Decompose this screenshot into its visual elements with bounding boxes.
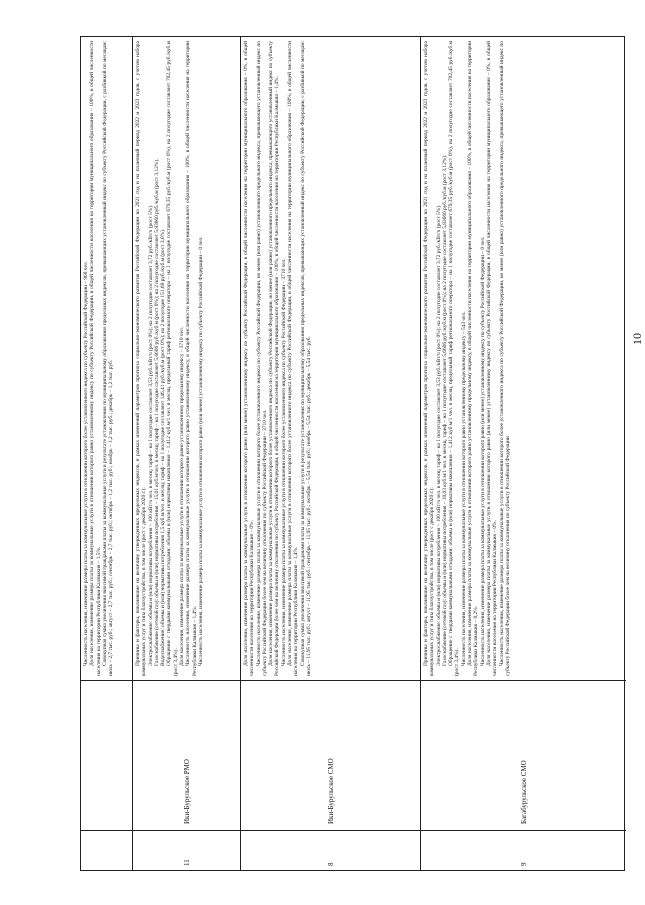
- paragraph: Численность населения, изменение размера платы за коммунальные услуги в отношении которого равно установленному индексу, в общей численности населения на территории муниципального образования – 100%, в общей численности населения на территории Республики Калмыкия – 1,4%.: [185, 41, 198, 676]
- paragraph: Численность населения, изменение размера платы за коммунальные услуги в отношении которого более установленного индекса по субъекту Российской Федерации – 3710 чел.: [280, 258, 287, 666]
- paragraph: Водоснабжение: объемы и (или) нормативы потребления 1,5 куб.м/чел. в месяц; тариф – на 1 полугодие составляет 146,41 руб./куб.м (рост 0%); на 2 полугодие 151,68 руб./куб.м (рост 3,6%).: [160, 228, 167, 666]
- row-number-cell: [421, 830, 626, 870]
- municipality-cell: [81, 680, 132, 830]
- row-number: 9: [519, 862, 528, 866]
- page-number: 10: [630, 333, 644, 345]
- table-row: [241, 37, 421, 870]
- municipality-cell: [133, 680, 240, 830]
- table-row: [421, 37, 626, 870]
- row-number-cell: [81, 830, 132, 870]
- description-cell: [81, 37, 132, 680]
- row-number: 8: [326, 862, 335, 866]
- paragraph: Электроснабжение: объемы и (или) нормативы потребления – 100 кВт/ч чел. в месяц; тариф – на 1 полугодие составляет 3,53 руб./кВт/ч (рост 0%); на 2 полугодие составляет 3,72 руб./кВт/ч (рост 5%).: [435, 204, 442, 666]
- paragraph: Причины и факторы, повлиявшие на величину утвержденных предельных индексов, в рамках изменений параметров прогноза социально-экономического развития Российской Федерации на 2021 год и на плановый период 2022 и 2023 годов, с учетом набора коммунальных услуг и типа благоустройства, в том числе (рост с декабря 2020 г.):: [423, 41, 436, 676]
- paragraph: Совокупная сумма увеличения вносимой гражданами платы за коммунальные услуги в результате установления по муниципальному образованию предельных индексов, превышающих установленный индекс по субъекту Российской Федерации, с разбивкой по месяцам: июль – 11,95 тыс. руб.; август – 11,95 тыс. руб.; сентябрь – 11,95 тыс. руб.; октябрь – 5,54 тыс. руб.; ноябрь – 5,54 тыс. руб.; декабрь – 5,54 тыс. руб.: [299, 41, 312, 676]
- municipality-name: Ики-Бурульское СМО: [326, 758, 335, 824]
- paragraph: Доля населения, изменение размера платы за коммунальные услуги в отношении которого равно (или менее) установленному индексу по субъекту Российской Федерации, в общей численности населения на территории муниципального образования – 0%, в общей численности населения на территории Республики Калмыкия – 0%.: [243, 41, 256, 676]
- paragraph: Газоснабжение (сетевой газ): объемы и (или) нормативы потребления – 15,01 куб.м/чел. в месяц; тариф – на 1 полугодие составляет 5,6606 руб./куб.м (рост 0%); на 2 полугодие составляет 5,83660 руб./куб.м (рост 3,12%).: [153, 158, 160, 666]
- table-row: [133, 37, 241, 870]
- paragraph: Доля населения, изменение размера платы за коммунальные услуги в отношении которого равно установленному предельному индексу, в общей численности населения на территории муниципального образования – 100%, в общей численности населения на территории Республики Калмыкия – 0,2%.: [467, 41, 480, 676]
- municipality-name: Ики-Бурульское РМО: [182, 759, 191, 824]
- row-number-cell: [241, 830, 420, 870]
- municipality-cell: [241, 680, 420, 830]
- paragraph: Доля населения, изменение размера платы за коммунальные услуги в отношении которого равно установленному предельному индексу – 3710 чел.: [179, 326, 186, 666]
- municipality-cell: [421, 680, 626, 830]
- paragraph: Газоснабжение (сетевой газ): объемы и (или) нормативы потребления – 10,03 куб.м/1 чел. в месяц, тариф – на 1 полугодие составляет 5,6606 руб./куб.м (рост 0%); на 2 полугодие составляет 5,83660 руб./куб.м (рост 3,12%).: [441, 154, 448, 666]
- paragraph: Доля населения, изменение размера платы за коммунальные услуги в отношении которого более установленного индекса по субъекту Российской Федерации, в общей численности населения на территории муниципального образования – 100%, в общей численности населения на территории Республики Калмыкия – 1,4%.: [287, 41, 300, 676]
- paragraph: Причины и факторы, повлиявшие на величину утвержденных предельных индексов, в рамках изменений параметров прогноза социально-экономического развития Российской Федерации на 2021 год и на плановый период 2022 и 2023 годов, с учетом набора коммунальных услуг и типа благоустройства, в том числе (рост с декабря 2020 г.):: [135, 41, 148, 676]
- row-number: 11: [182, 859, 191, 866]
- description-cell: [421, 37, 626, 680]
- paragraph: Совокупная сумма увеличения вносимой гражданами платы за коммунальные услуги в результате установления по муниципальному образованию предельных индексов, превышающих установленный индекс по субъекту Российской Федерации, с разбивкой по месяцам: июль – 2,7 тыс. руб.; август – 2,7 тыс. руб.; сентябрь – 2,7 тыс. руб.; октябрь – 1,2 тыс. руб.; ноябрь – 1,2 тыс. руб.; декабрь – 1,2 тыс. руб.: [101, 41, 115, 676]
- paragraph: Численность населения, изменение размера платы за коммунальные услуги в отношении которого более установленного индекса по субъекту Российской Федерации – 968 чел.: [83, 261, 89, 666]
- paragraph: Обращение с твердыми коммунальными отходами: объемы и (или) нормативы накопления – 1,412 куб.м/1 чел. в месяц, предельный тариф регионального оператора – на 1 полугодие составляет 679,35 руб./куб.м (рост 0%), на 2 полугодие составляет 702,45 руб./куб.м (рост 3,4%).: [166, 41, 179, 676]
- row-number-cell: [133, 830, 240, 870]
- paragraph: Численность населения, изменение размера платы за коммунальные услуги в отношении которого равно (или менее) установленному индексу по субъекту Российской Федерации – 0 чел.: [197, 236, 204, 666]
- description-cell: [241, 37, 420, 680]
- paragraph: Численность населения, изменение размера платы за коммунальные услуги в отношении которого более установленного индекса по субъекту Российской Федерации, но менее (или равно) установленного предельного индекса, превышающего установленный индекс по субъекту Российской Федерации более чем на величину отклонения по субъекту Российской Федерации: [498, 41, 511, 676]
- paragraph: Доля населения, изменение размера платы за коммунальные услуги в отношении которого равно (или менее) установленному индексу по субъекту Российской Федерации, в общей численности населения на территории муниципального образования – 0%, в общей численности населения на территории Республики Калмыкия – 0%.: [485, 41, 499, 676]
- paragraph: Обращение с твердыми коммунальными отходами: объемы и (или) нормативы накопления – 1,412 куб.м/1 чел. в месяц, предельный тариф регионального оператора – на 1 полугодие составляет 679,35 руб./куб.м (рост 0%), на 2 полугодие составляет 702,45 руб./куб.м (рост 3,4%).: [448, 41, 461, 676]
- paragraph: Численность населения, изменение размера платы за коммунальные услуги в отношении которого равно (или менее) установленному индексу по субъекту Российской Федерации – 0 чел.: [479, 236, 486, 666]
- description-cell: [133, 37, 240, 680]
- document-table: [80, 36, 625, 871]
- table-row: [81, 37, 133, 870]
- paragraph: Электроснабжение: объемы и (или) нормативы потребления – 100 кВт/ч чел. в месяц; тариф – на 1 полугодие составляет 3,53 руб./кВт/ч (рост 0%); на 2 полугодие составляет 3,72 руб./кВт/ч (рост 5%).: [147, 204, 154, 666]
- municipality-name: Багабурульское СМО: [519, 760, 528, 824]
- paragraph: Численность населения, изменение размера платы за коммунальные услуги в отношении которого более установленного индекса по субъекту Российской Федерации, но менее (или равно) установленного предельного индекса, превышающего установленный индекс по субъекту Российской Федерации более чем на величину отклонения по субъекту Российской Федерации – 3710 чел.: [255, 41, 268, 676]
- paragraph: Доля населения, изменение размера платы за коммунальные услуги в отношении которого равно установленному индексу по субъекту Российской Федерации, в общей численности населения на территории муниципального образования – 100%, в общей численности населения на территории Республики Калмыкия – 1,5%.: [89, 41, 102, 676]
- paragraph: Доля населения, изменение размера платы за коммунальные услуги в отношении которого более установленного индекса по субъекту Российской Федерации, но менее (или равно) установленного предельного индекса, превышающего установленный индекс по субъекту Российской Федерации более чем на величину отклонения по субъекту Российской Федерации, в общей численности населения на территории муниципального образования – 100%, в общей численности населения на территории Республики Калмыкия – 1,4%.: [268, 41, 281, 676]
- paragraph: Численность населения, изменение размера платы за коммунальные услуги в отношении которого равно установленному предельному индексу – 543 чел.: [460, 311, 467, 666]
